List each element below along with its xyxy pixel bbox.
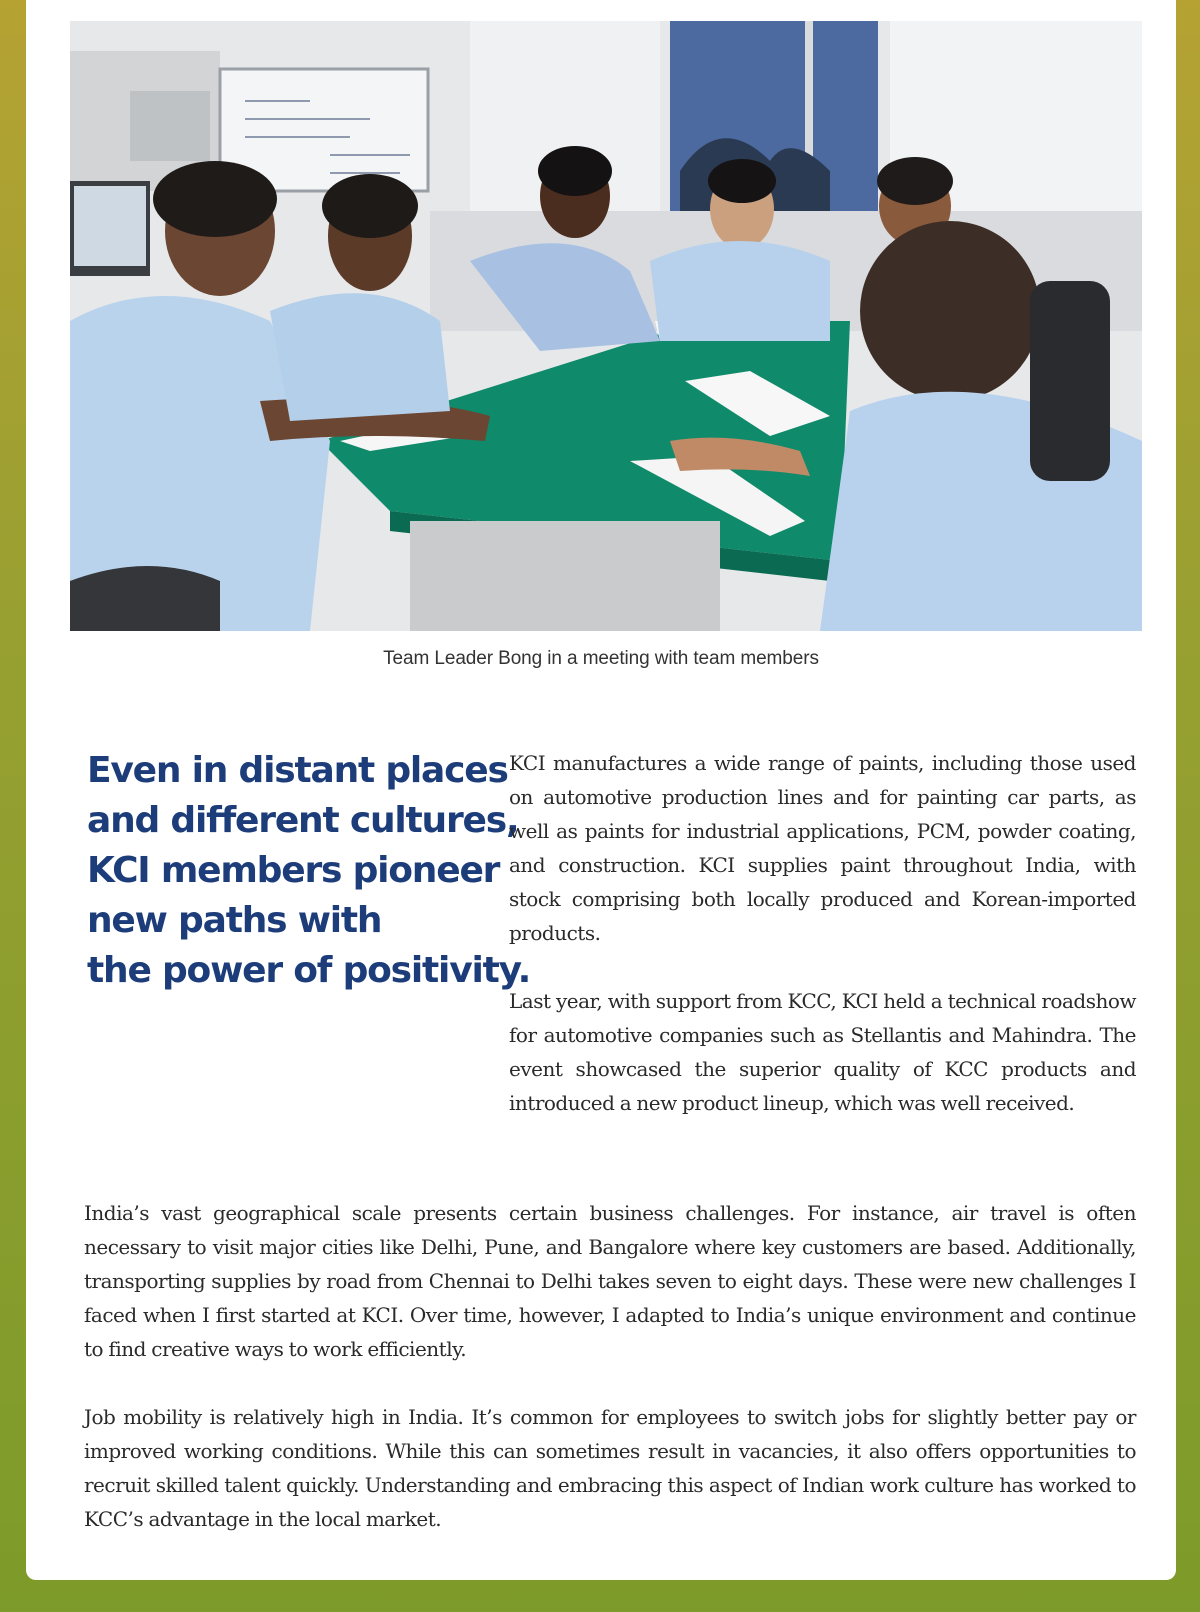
body-paragraph: KCI manufactures a wide range of paints, including those used on automotive production lines and for painting car parts, as well as paints for industrial applications, PCM, powder coating, and construction. KCI supplies paint throughout India, with stock comprising both locally produced and Korean-imported products. bbox=[509, 751, 1136, 945]
body-paragraph: Job mobility is relatively high in India. It’s common for employees to switch jobs for slightly better pay or improved working conditions. While this can sometimes result in vacancies, it also offers opportunities to recruit skilled talent quickly. Understanding and embracing this aspect of Indian work culture has worked to KCC’s advantage in the local market. bbox=[84, 1405, 1136, 1531]
photo-caption: Team Leader Bong in a meeting with team members bbox=[383, 648, 819, 669]
meeting-photo-illustration bbox=[70, 21, 1142, 631]
meeting-photo bbox=[70, 21, 1142, 631]
pull-quote-line: KCI members pioneer bbox=[87, 850, 500, 891]
pull-quote-line: Even in distant places bbox=[87, 750, 508, 791]
article-card bbox=[26, 0, 1176, 1580]
pull-quote-line: new paths with bbox=[87, 900, 382, 941]
pull-quote-line: the power of positivity. bbox=[87, 950, 531, 991]
body-paragraph: India’s vast geographical scale presents certain business challenges. For instance, air travel is often necessary to visit major cities like Delhi, Pune, and Bangalore where key customers are based. Additionally, transporting supplies by road from Chennai to Delhi takes seven to eight days. These were new challenges I faced when I first started at KCI. Over time, however, I adapted to India’s unique environment and continue to find creative ways to work efficiently. bbox=[84, 1201, 1136, 1361]
pull-quote bbox=[87, 746, 531, 996]
body-paragraph: Last year, with support from KCC, KCI held a technical roadshow for automotive companies such as Stellantis and Mahindra. The event showcased the superior quality of KCC products and introduced a new product lineup, which was well received. bbox=[509, 989, 1136, 1115]
pull-quote-line: and different cultures, bbox=[87, 800, 519, 841]
